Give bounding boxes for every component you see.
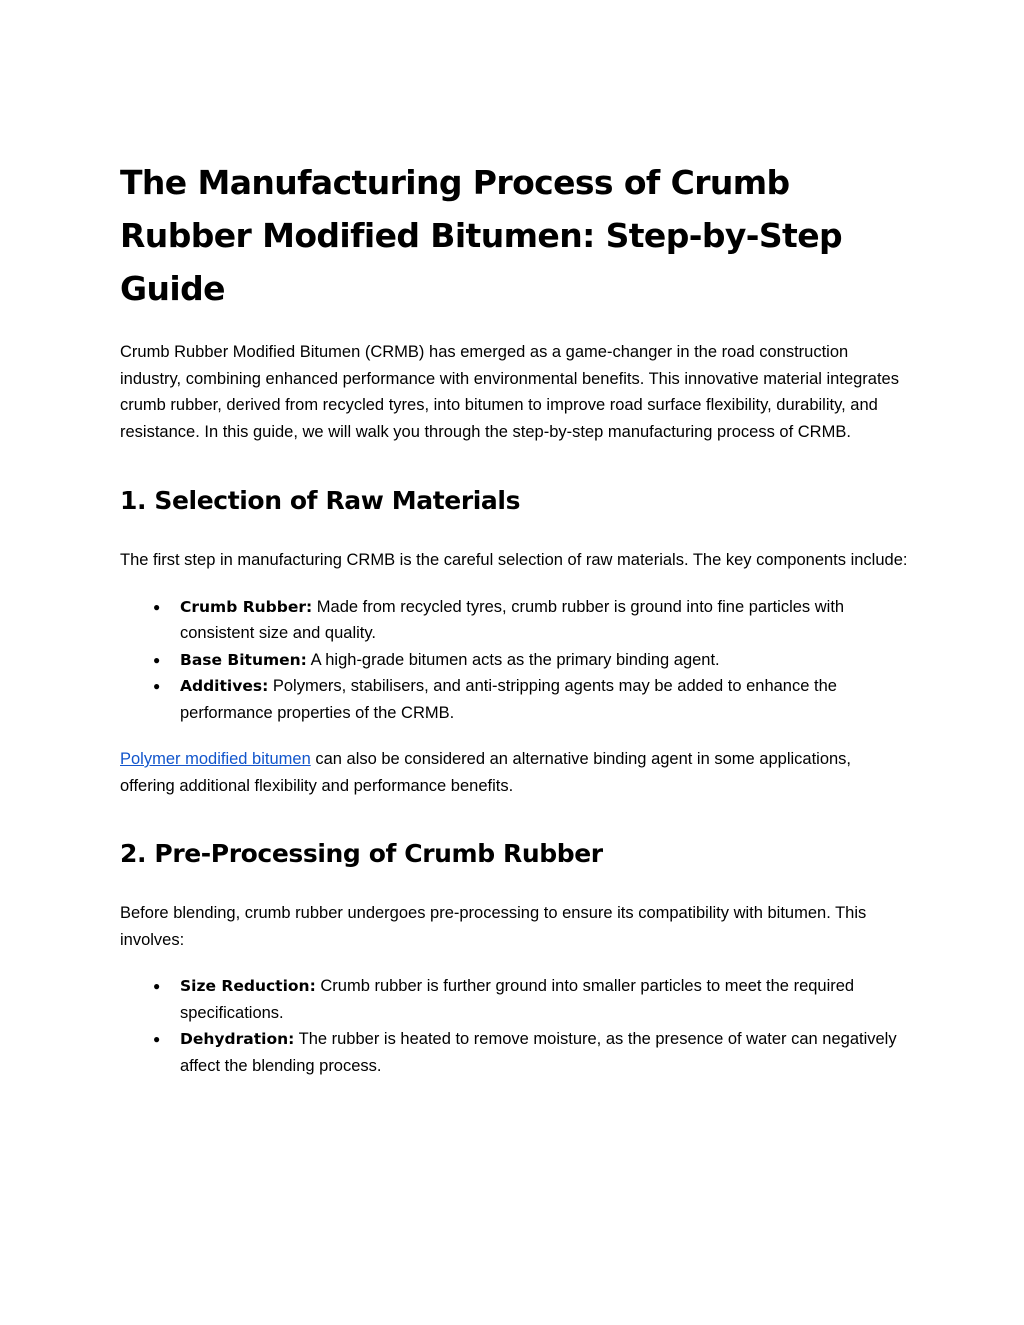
list-item-text: A high-grade bitumen acts as the primary binding agent. — [306, 650, 720, 669]
link-paragraph-text: can also be considered an alternative binding agent in some applications, offering additional flexibility and performance benefits. — [120, 750, 852, 795]
bullet-icon: ● — [153, 979, 161, 993]
list-item — [120, 673, 910, 726]
bullet-icon: ● — [153, 679, 161, 693]
page-title: The Manufacturing Process of Crumb Rubber Modified Bitumen: Step-by-Step Guide — [120, 163, 842, 308]
list-item-text: The rubber is heated to remove moisture, as the presence of water can negatively affect the blending process. — [180, 1030, 897, 1075]
list-item-term: Base Bitumen: — [180, 650, 307, 669]
polymer-modified-bitumen-link[interactable]: Polymer modified bitumen — [120, 750, 311, 768]
document-page — [120, 156, 910, 1079]
list-item-text: Made from recycled tyres, crumb rubber is ground into fine particles with consistent size and quality. — [180, 597, 845, 642]
pre-processing-list — [120, 973, 910, 1079]
bullet-icon: ● — [153, 1032, 161, 1046]
list-item-term: Crumb Rubber: — [180, 597, 313, 616]
raw-materials-list — [120, 594, 910, 727]
section-intro-paragraph: The first step in manufacturing CRMB is the careful selection of raw materials. The key components include: — [120, 551, 908, 569]
list-item — [120, 594, 910, 647]
section-intro-paragraph: Before blending, crumb rubber undergoes pre-processing to ensure its compatibility with bitumen. This involves: — [120, 904, 867, 949]
list-item — [120, 973, 910, 1026]
section-heading-pre-processing: 2. Pre-Processing of Crumb Rubber — [120, 839, 603, 868]
list-item-term: Size Reduction: — [180, 977, 316, 995]
bullet-icon: ● — [153, 599, 161, 614]
list-item-term: Dehydration: — [180, 1030, 295, 1048]
intro-paragraph: Crumb Rubber Modified Bitumen (CRMB) has emerged as a game-changer in the road construction industry, combining enhanced performance with environmental benefits. This innovative material integrates crumb rubber, derived from recycled tyres, into bitumen to improve road surface flexibility, durability, and resistance. In this guide, we will walk you through the step-by-step manufacturing process of CRMB. — [120, 343, 899, 441]
list-item-text: Polymers, stabilisers, and anti-stripping agents may be added to enhance the performance properties of the CRMB. — [180, 677, 837, 722]
bullet-icon: ● — [153, 652, 161, 667]
section-heading-raw-materials: 1. Selection of Raw Materials — [120, 486, 521, 515]
list-item — [120, 647, 910, 674]
link-paragraph — [120, 746, 910, 799]
list-item-text: Crumb rubber is further ground into smaller particles to meet the required specifications. — [180, 977, 855, 1022]
list-item — [120, 1026, 910, 1079]
list-item-term: Additives: — [180, 677, 269, 695]
